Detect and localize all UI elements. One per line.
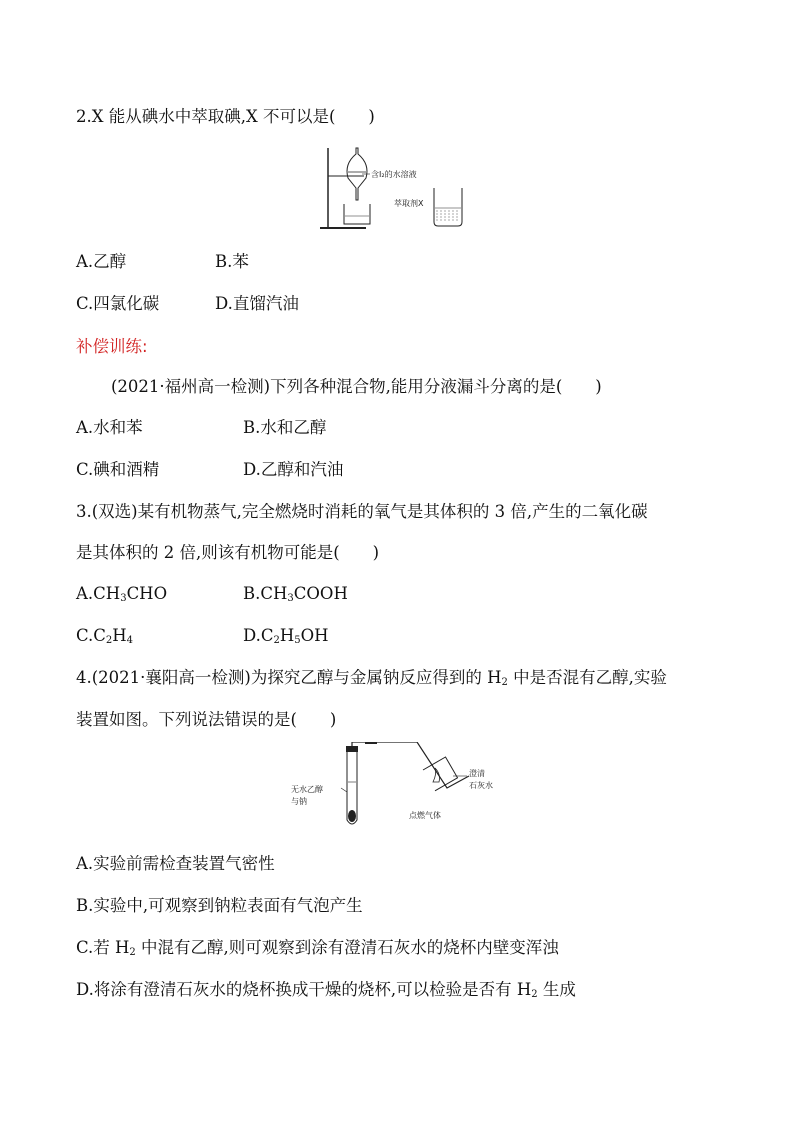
compensation-heading: 补偿训练: — [76, 337, 148, 356]
comp-option-c: C.碘和酒精 — [76, 460, 160, 479]
extractant-label: 萃取剂X — [394, 199, 424, 208]
q3-option-c: $C.C_2H_4$ — [76, 626, 134, 646]
ethanol-label-1: 无水乙醇 — [291, 785, 323, 794]
limewater-label-2: 石灰水 — [469, 781, 493, 790]
q4-option-b: B.实验中,可观察到钠粒表面有气泡产生 — [76, 896, 363, 915]
compensation-stem: (2021·福州高一检测)下列各种混合物,能用分液漏斗分离的是( ) — [111, 377, 602, 396]
q4-stem-line2: 装置如图。下列说法错误的是( ) — [76, 710, 337, 729]
solution-label: 含I₂的水溶液 — [371, 170, 417, 179]
comp-option-d: D.乙醇和汽油 — [243, 460, 344, 479]
q2-option-d: D.直馏汽油 — [215, 294, 299, 313]
q3-option-a: $A.CH_3CHO$ — [76, 584, 168, 604]
q2-option-b: B.苯 — [215, 252, 249, 271]
q2-option-a: A.乙醇 — [76, 252, 127, 271]
ethanol-sodium-apparatus-figure — [285, 742, 515, 834]
separatory-funnel-figure — [318, 144, 478, 232]
q3-stem-line2: 是其体积的 2 倍,则该有机物可能是( ) — [76, 543, 380, 562]
comp-option-b: B.水和乙醇 — [243, 418, 327, 437]
q3-option-b: $B.CH_3COOH$ — [243, 584, 348, 604]
q4-option-c: C.若 $H_2$ 中混有乙醇,则可观察到涂有澄清石灰水的烧杯内壁变浑浊 — [76, 938, 559, 958]
q3-stem-line1: 3.(双选)某有机物蒸气,完全燃烧时消耗的氧气是其体积的 3 倍,产生的二氧化碳 — [76, 502, 648, 521]
ignite-gas-label: 点燃气体 — [409, 811, 441, 820]
q2-stem: 2.X 能从碘水中萃取碘,X 不可以是( ) — [76, 107, 375, 126]
ethanol-label-2: 与钠 — [291, 797, 307, 806]
comp-option-a: A.水和苯 — [76, 418, 143, 437]
q4-option-a: A.实验前需检查装置气密性 — [76, 854, 275, 873]
limewater-label-1: 澄清 — [469, 769, 485, 778]
q4-option-d: D.将涂有澄清石灰水的烧杯换成干燥的烧杯,可以检验是否有 $H_2$ 生成 — [76, 980, 576, 1000]
q2-option-c: C.四氯化碳 — [76, 294, 160, 313]
q3-option-d: $D.C_2H_5OH$ — [243, 626, 329, 646]
q4-stem-line1: 4.(2021·襄阳高一检测)为探究乙醇与金属钠反应得到的 $H_2$ 中是否混有乙醇,实验 — [76, 668, 667, 688]
